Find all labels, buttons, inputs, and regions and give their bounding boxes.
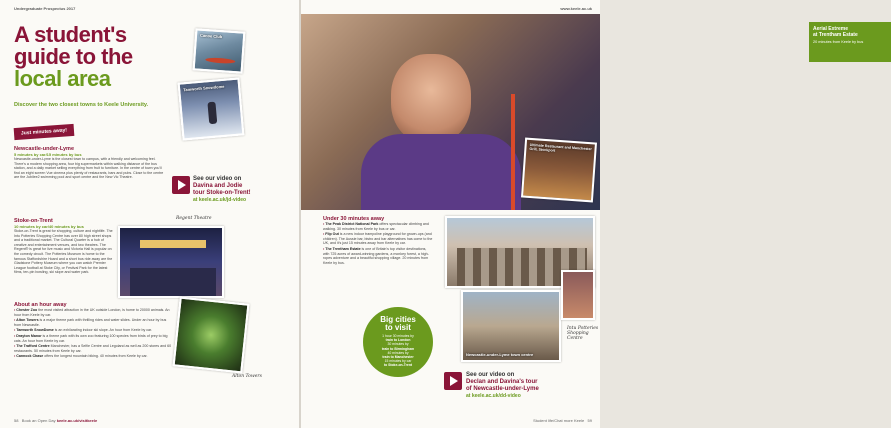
list-item: • Chester Zoo the most visited attraction in the UK outside London, is home to 20000 animals. An hour from Keele by car. xyxy=(14,308,174,317)
title-line-3: local area xyxy=(14,66,111,91)
newcastle-heading: Newcastle-under-Lyme xyxy=(14,146,75,152)
list-item: • Alton Towers is a major theme park with thrilling rides and water slides. Under an hour by bus from Newcastle. xyxy=(14,318,174,327)
canoe-photo xyxy=(193,28,246,73)
thirty-minutes-section xyxy=(323,216,433,266)
video-dd-line3: of Newcastle-under-Lyme xyxy=(466,386,539,392)
right-page xyxy=(301,0,864,428)
newcastle-travel-time: 5 minutes by car/15 minutes by bus xyxy=(14,152,82,157)
hand-note-intu: Intu Potteries Shopping Centre xyxy=(567,326,599,341)
alton-towers-photo xyxy=(173,297,250,374)
regent-theatre-photo xyxy=(118,226,224,298)
hour-list xyxy=(14,308,174,359)
left-page xyxy=(0,0,299,428)
list-item: • The Trafford Centre Manchester, has a Selfie Centre and Legoland as well as 200 stores and 60 restaurants. 50 minutes from Keele by car. xyxy=(14,344,174,353)
aerial-time: 20 minutes from Keele by bus xyxy=(813,40,864,44)
hour-heading: About an hour away xyxy=(14,302,67,308)
list-item: • Flip Out is a new indoor trampoline playground for grown-ups (and children). The Aussie bar, bistro and bar alternatives has come to the UK, and it's just 15 minutes away from Keele by car. xyxy=(323,232,433,246)
thirty-list xyxy=(323,222,433,265)
thirty-heading: Under 30 minutes away xyxy=(323,216,385,222)
hand-note-regent: Regent Theatre xyxy=(176,216,212,221)
canoe-caption: Canoe Club xyxy=(199,32,223,40)
newcastle-street-caption: Newcastle-under-Lyme town centre xyxy=(466,352,534,357)
snowdome-caption: Tamworth Snowdome xyxy=(183,83,225,93)
theatre-front xyxy=(130,268,216,296)
running-head-right: www.keele.ac.uk xyxy=(560,6,592,11)
video-dd-link[interactable]: at keele.ac.uk/dd-video xyxy=(466,393,521,399)
list-item: • The Trentham Estate is one of Britain's top visitor destinations, with 725 acres of award-winning gardens, a monkey forest, a high-ropes adventure and a beautiful shopping village. 20 minutes from Keele by bus. xyxy=(323,247,433,265)
video-jd-line2: Davina and Jodie xyxy=(193,183,243,189)
title-line-1: A student's xyxy=(14,22,127,47)
footer-right xyxy=(533,418,592,423)
footer-page-number-left: 58 xyxy=(14,418,19,423)
video-dd-line1: See our video on xyxy=(466,372,515,378)
theatre-sign xyxy=(140,240,206,248)
big-cities-title-2: to visit xyxy=(385,323,411,332)
video-promo-dd xyxy=(466,372,596,399)
hand-note-alton: Alton Towers xyxy=(232,374,262,379)
footer-text-right: Student life/Chat more Keele xyxy=(533,418,585,423)
video-jd-line3: tour Stoke-on-Trent! xyxy=(193,190,251,196)
video-jd-link[interactable]: at keele.ac.uk/jd-video xyxy=(193,197,247,203)
stoke-body: Stoke-on-Trent is great for shopping, culture and nightlife. The Intu Potteries Shopping Centre has over 80 high street shops and a traditional market. The Cultural Quarter is a hub of creative and entertainment venues, and two theatres. The Regent® is great for live music and Victoria Hall is popular on the comedy circuit. The Potteries Museum is home to the famous Staffordshire Hoard and a short bus ride away are the Gladstone Pottery Museum where you can watch Premier League football at Stoke City, or Festival Park for the latest films, ten-pin bowling, ski slope and water park. xyxy=(14,229,113,275)
big-cities-title-1: Big cities xyxy=(380,315,416,324)
canoe-shape xyxy=(205,57,235,64)
hour-away-section xyxy=(14,302,174,360)
big-cities-body: 1 hour 30 minutes by train to London 30 minutes by train to Birmingham 40 minutes by train to Manchester 15 minutes by car to Stoke-on-Trent xyxy=(381,334,415,368)
side-street-photo xyxy=(561,270,595,320)
list-item: • Tamworth SnowDome is an exhilarating indoor ski slope. An hour from Keele by car. xyxy=(14,328,174,333)
climbing-rope xyxy=(511,94,515,210)
stoke-travel-time: 10 minutes by car/40 minutes by bus xyxy=(14,224,84,229)
footer-text-left: Book an Open Day xyxy=(21,418,56,423)
climber-face xyxy=(391,54,471,144)
play-video-jd-icon[interactable] xyxy=(172,176,190,194)
newcastle-street-photo xyxy=(461,290,561,362)
stoke-heading: Stoke-on-Trent xyxy=(14,218,53,224)
aerial-title-1: Aerial Extreme xyxy=(813,26,849,32)
page-title xyxy=(14,24,184,90)
footer-page-number-right: 59 xyxy=(587,418,592,423)
video-promo-jd xyxy=(193,176,297,203)
stoke-section xyxy=(14,218,114,275)
video-jd-line1: See our video on xyxy=(193,176,242,182)
footer-left xyxy=(14,418,97,423)
list-item: • Cannock Chase offers the longest mountain biking. 40 minutes from Keele by car. xyxy=(14,354,174,359)
snowdome-photo xyxy=(178,77,245,140)
list-item: • The Peak District National Park offers spectacular climbing and walking. 30 minutes from Keele by bus or car. xyxy=(323,222,433,231)
big-cities-circle xyxy=(363,307,433,377)
aerial-extreme-label xyxy=(809,22,891,62)
climber-hoodie xyxy=(361,134,521,210)
running-head-left: Undergraduate Prospectus 2017 xyxy=(14,6,76,11)
just-minutes-ribbon: Just minutes away! xyxy=(14,124,75,140)
snowboarder-figure xyxy=(207,102,217,125)
restaurant-photo xyxy=(521,138,597,203)
restaurant-caption: Ultimate Restaurant and Manchester Grill, Stockport xyxy=(529,142,592,153)
newcastle-body: Newcastle-under-Lyme is the closest town to campus, with a friendly and welcoming feel. There's a modern shopping area, four big supermarkets within walking distance of the bus station, and a daily market selling everything from fruit to furniture. In the centre of town you'll find an eight screen Vue cinema plus plenty of restaurants, bars and pubs. Close to the centre are the Jubilee2 swimming pool and sport centre and the New Vic Theatre. xyxy=(14,157,164,180)
title-line-2: guide to the xyxy=(14,44,133,69)
aerial-title-2: at Trentham Estate xyxy=(813,32,858,38)
list-item: • Drayton Manor is a theme park with its own zoo featuring 100 species from birds of prey to big cats. An hour from Keele by car. xyxy=(14,334,174,343)
newcastle-section xyxy=(14,146,164,180)
video-dd-line2: Declan and Davina's tour xyxy=(466,379,538,385)
page-subtitle: Discover the two closest towns to Keele University. xyxy=(14,102,149,108)
footer-link-left[interactable]: keele.ac.uk/visitkeele xyxy=(56,418,98,423)
play-video-dd-icon[interactable] xyxy=(444,372,462,390)
